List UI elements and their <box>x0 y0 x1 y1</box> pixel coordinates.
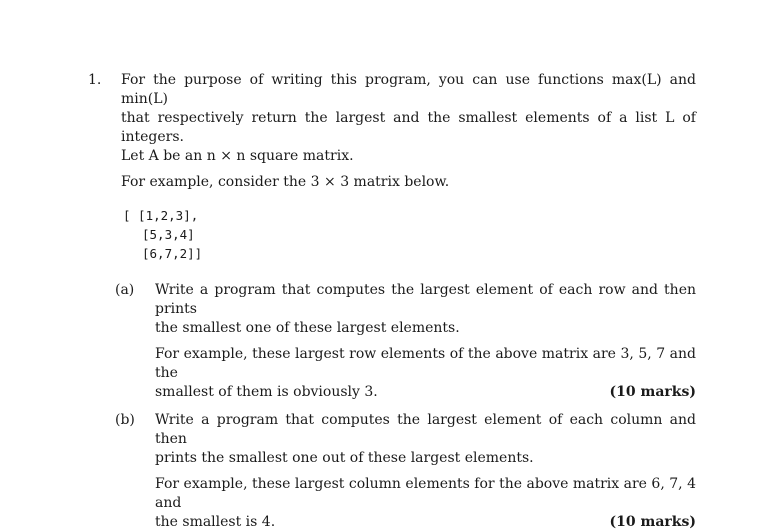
part-b-label: (b) <box>115 412 135 428</box>
part-a-label: (a) <box>115 282 135 298</box>
part-a-example-2-text: smallest of them is obviously 3. <box>155 384 378 400</box>
part-a-marks: (10 marks) <box>609 384 696 400</box>
matrix-row-1: [ [1,2,3], <box>123 208 199 223</box>
matrix-row-2: [5,3,4] <box>142 227 195 242</box>
part-b-marks: (10 marks) <box>609 514 696 530</box>
part-b <box>115 411 696 532</box>
example-intro: For example, consider the 3 × 3 matrix below. <box>121 174 450 190</box>
question-body <box>115 71 696 532</box>
part-b-example-2-text: the smallest is 4. <box>155 514 276 530</box>
part-a-text-2: the smallest one of these largest elements. <box>155 320 460 336</box>
matrix-row-3: [6,7,2]] <box>142 246 203 261</box>
example-matrix <box>123 206 696 263</box>
part-a-example-2 <box>155 383 696 402</box>
part-a-text-1: Write a program that computes the largest element of each row and then prints <box>155 282 696 317</box>
part-b-example-2 <box>155 513 696 532</box>
part-a <box>115 281 696 402</box>
intro-line-3: Let A be an n × n square matrix. <box>121 148 354 164</box>
part-a-example-1: For example, these largest row elements of the above matrix are 3, 5, 7 and the <box>155 346 696 381</box>
question-number: 1. <box>88 72 102 88</box>
part-b-text-2: prints the smallest one out of these largest elements. <box>155 450 534 466</box>
part-b-text-1: Write a program that computes the largest element of each column and then <box>155 412 696 447</box>
intro-line-2: that respectively return the largest and the smallest elements of a list L of integers. <box>121 110 696 145</box>
part-b-example-1: For example, these largest column elements for the above matrix are 6, 7, 4 and <box>155 476 696 511</box>
intro-line-1: For the purpose of writing this program, you can use functions max(L) and min(L) <box>121 72 696 107</box>
